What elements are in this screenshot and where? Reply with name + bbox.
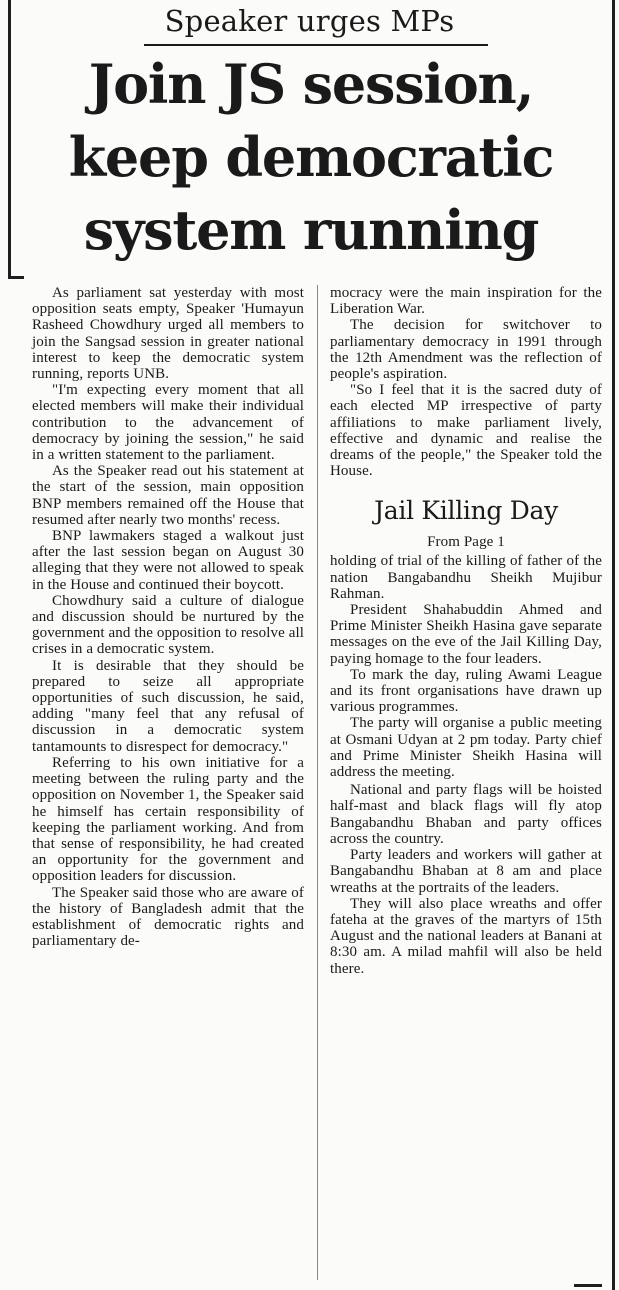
kicker-headline: Speaker urges MPs	[164, 4, 455, 38]
article-paragraph: The decision for switchover to parliamentary democracy in 1991 through the 12th Amendment was the reflection of people's aspiration.	[330, 317, 602, 383]
article-paragraph: It is desirable that they should be prepared to seize all appropriate opportunities of such discussion, he said, adding "many feel that any refusal of discussion in a democratic system tantamounts to disrespect for democracy."	[32, 657, 304, 755]
article-paragraph: The Speaker said those who are aware of the history of Bangladesh admit that the establishment of democratic rights and parliamentary de-	[32, 884, 304, 950]
article-paragraph: Referring to his own initiative for a meeting between the ruling party and the opposition on November 1, the Speaker said he himself has certain responsibility of keeping the parliament working. And from that sense of responsibility, he had created an opportunity for the government and opposition leaders for discussion.	[32, 754, 304, 885]
article-right-column	[330, 285, 602, 977]
left-frame-corner	[8, 276, 24, 279]
article-paragraph: "So I feel that it is the sacred duty of each elected MP irrespective of party affiliations to make parliament lively, effective and dynamic and realise the dreams of the people," the Speaker told the House.	[330, 382, 602, 480]
article-paragraph: As the Speaker read out his statement at the start of the session, main opposition BNP members remained off the House that resumed after nearly two months' recess.	[32, 463, 304, 528]
second-story-paragraph: Party leaders and workers will gather at Bangabandhu Bhaban at 8 am and place wreaths at the portraits of the leaders.	[330, 847, 602, 896]
headline-line-1: Join JS session,	[88, 52, 534, 116]
second-story-paragraph: They will also place wreaths and offer fateha at the graves of the martyrs of 15th August and the national leaders at Banani at 8:30 am. A milad mahfil will also be held there.	[330, 895, 602, 977]
second-story-paragraph: President Shahabuddin Ahmed and Prime Minister Sheikh Hasina gave separate messages on the eve of the Jail Killing Day, paying homage to the four leaders.	[330, 602, 602, 667]
second-story-paragraph: The party will organise a public meeting at Osmani Udyan at 2 pm today. Party chief and Prime Minister Sheikh Hasina will address the meeting.	[330, 715, 602, 781]
article-left-column	[32, 285, 304, 949]
second-story-paragraph: To mark the day, ruling Awami League and its front organisations have drawn up various programmes.	[330, 666, 602, 716]
article-continuation: mocracy were the main inspiration for the Liberation War.	[330, 285, 602, 318]
article-paragraph: "I'm expecting every moment that all elected members will make their individual contribution to the advancement of democracy by joining the session," he said in a written statement to the parliament.	[32, 382, 304, 464]
article-paragraph: BNP lawmakers staged a walkout just after the last session began on August 30 alleging that they were not allowed to speak in the House and continued their boycott.	[32, 528, 304, 593]
bottom-rule-mark	[574, 1284, 602, 1287]
article-paragraph: Chowdhury said a culture of dialogue and discussion should be nurtured by the government and the opposition to resolve all crises in a democratic system.	[32, 592, 304, 658]
kicker-underline	[144, 44, 488, 46]
column-divider	[317, 285, 318, 1280]
main-headline	[14, 48, 608, 267]
headline-line-3: system running	[83, 198, 539, 262]
jump-line: From Page 1	[427, 534, 505, 551]
headline-line-2: keep democratic	[68, 125, 554, 189]
second-story-continuation: holding of trial of the killing of father of the nation Bangabandhu Sheikh Mujibur Rahman.	[330, 553, 602, 602]
left-frame-rule	[8, 0, 11, 278]
article-paragraph: As parliament sat yesterday with most opposition seats empty, Speaker 'Humayun Rasheed Chowdhury urged all members to join the Sangsad session in greater national interest to keep the democratic system running, reports UNB.	[32, 285, 304, 383]
second-story-paragraph: National and party flags will be hoisted half-mast and black flags will fly atop Bangabandhu Bhaban and party offices across the country.	[330, 782, 602, 847]
second-story-headline: Jail Killing Day	[374, 496, 558, 526]
right-frame-rule	[612, 0, 615, 1290]
